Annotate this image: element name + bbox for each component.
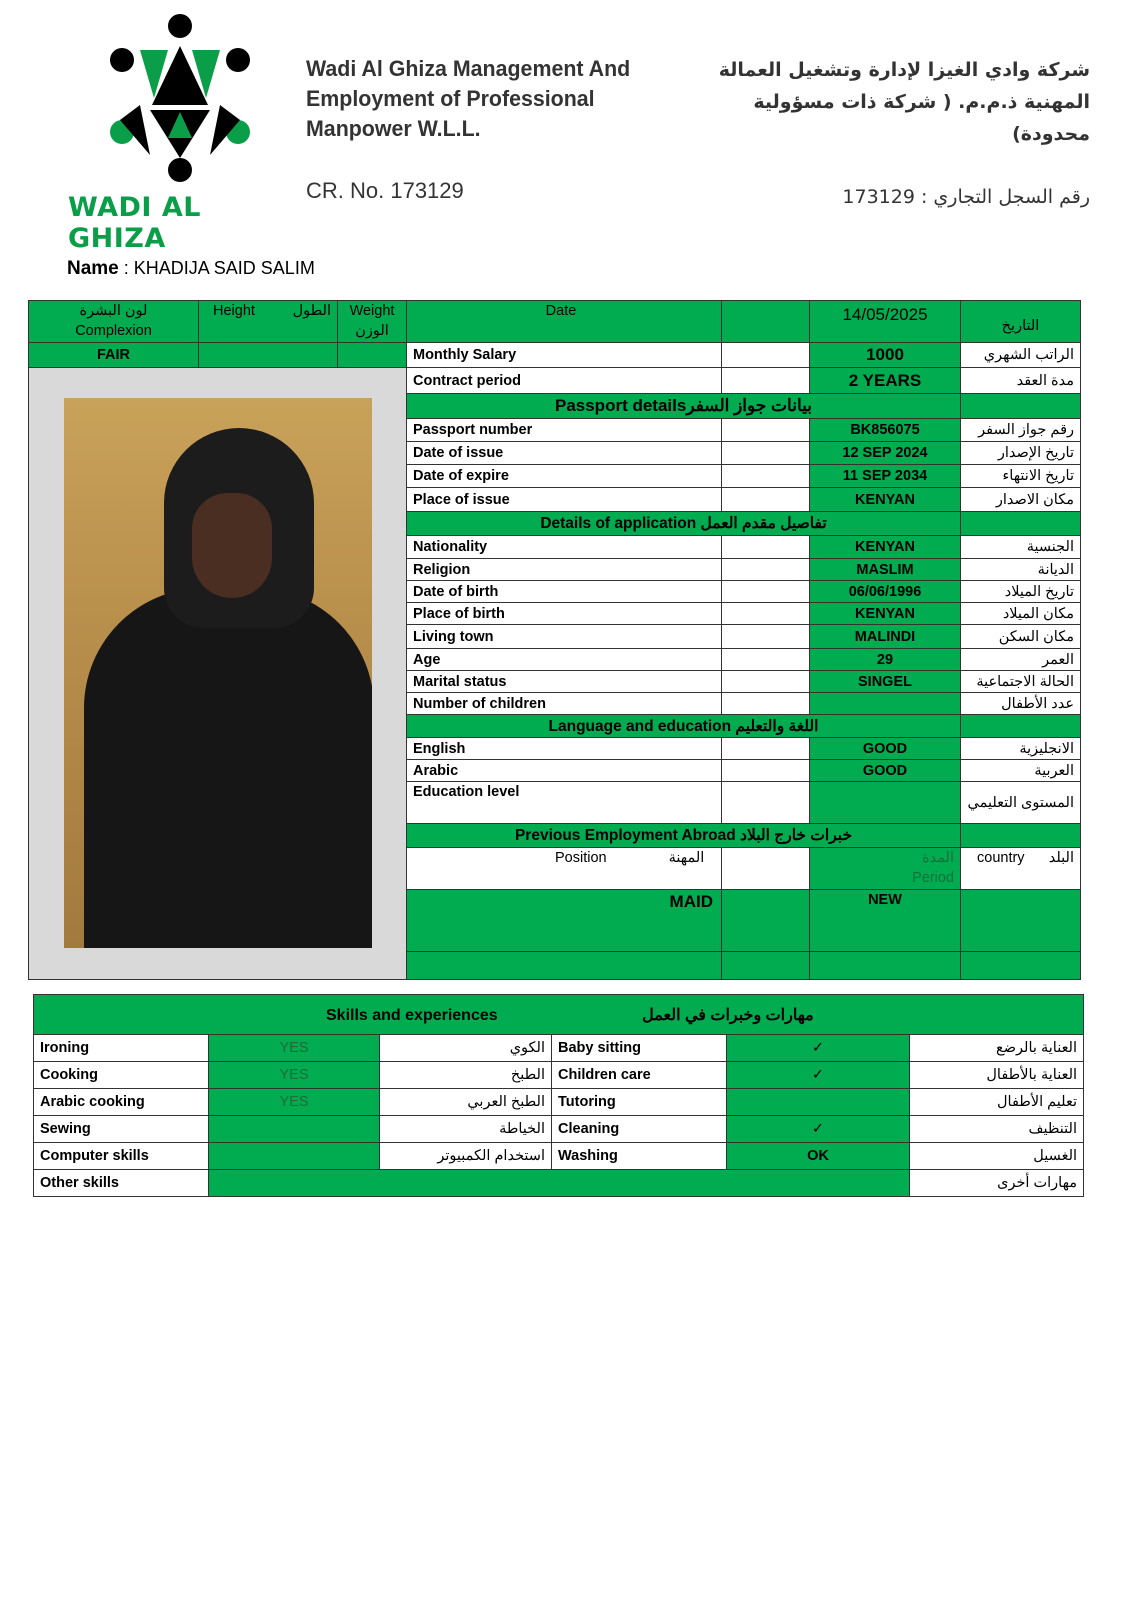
position-label-ar: المهنة [668, 850, 705, 866]
table-cell [961, 394, 1081, 419]
skill-ironing-label: Ironing [34, 1035, 209, 1062]
company-name-ar-line: محدودة) [1012, 123, 1090, 145]
other-skills-value [209, 1170, 910, 1197]
skill-computer-label: Computer skills [34, 1143, 209, 1170]
skill-arabic-cooking-label-ar: الطبخ العربي [380, 1089, 552, 1116]
birth-place-label: Place of birth [407, 603, 722, 625]
skill-cleaning-label: Cleaning [552, 1116, 727, 1143]
skill-cleaning-check-icon: ✓ [727, 1116, 910, 1143]
other-skills-label-ar: مهارات أخرى [910, 1170, 1084, 1197]
table-cell [961, 512, 1081, 536]
application-section-title: Details of application تفاصيل مقدم العمل [407, 512, 961, 536]
table-cell [961, 952, 1081, 980]
living-town-label: Living town [407, 625, 722, 649]
age-label-ar: العمر [961, 649, 1081, 671]
table-cell [722, 649, 810, 671]
table-cell [722, 301, 810, 343]
skills-title [34, 995, 1084, 1035]
marital-status-label: Marital status [407, 671, 722, 693]
weight-value [338, 343, 407, 368]
expire-date-label-ar: تاريخ الانتهاء [961, 465, 1081, 488]
skill-childcare-check-icon: ✓ [727, 1062, 910, 1089]
photo-face [192, 493, 272, 598]
height-header [199, 301, 338, 343]
issue-date-label: Date of issue [407, 442, 722, 465]
skill-arabic-cooking-value: YES [209, 1089, 380, 1116]
skills-table [33, 994, 1084, 1197]
weight-header [338, 301, 407, 343]
table-cell [722, 343, 810, 368]
issue-date-value: 12 SEP 2024 [810, 442, 961, 465]
skills-title-en: Skills and experiences [326, 1006, 498, 1024]
table-cell [961, 824, 1081, 848]
weight-label-en: Weight [349, 303, 395, 319]
date-label [407, 301, 722, 343]
skill-washing-label-ar: الغسيل [910, 1143, 1084, 1170]
skill-tutoring-label: Tutoring [552, 1089, 727, 1116]
religion-value: MASLIM [810, 559, 961, 581]
table-cell [722, 693, 810, 715]
expire-date-label: Date of expire [407, 465, 722, 488]
skill-sewing-label-ar: الخياطة [380, 1116, 552, 1143]
skill-babysitting-check-icon: ✓ [727, 1035, 910, 1062]
company-name-en-line: Employment of Professional [306, 86, 595, 111]
children-value [810, 693, 961, 715]
issue-place-label: Place of issue [407, 488, 722, 512]
skill-childcare-label-ar: العناية بالأطفال [910, 1062, 1084, 1089]
period-label-ar: المدة [921, 850, 954, 866]
table-cell [407, 952, 722, 980]
date-label-ar: التاريخ [961, 301, 1081, 343]
skill-ironing-label-ar: الكوي [380, 1035, 552, 1062]
table-row [34, 1035, 1084, 1062]
skill-arabic-cooking-label: Arabic cooking [34, 1089, 209, 1116]
table-row [29, 368, 1081, 394]
contract-label-ar: مدة العقد [961, 368, 1081, 394]
table-row [34, 1170, 1084, 1197]
country-label-ar: البلد [1048, 850, 1074, 866]
skill-tutoring-label-ar: تعليم الأطفال [910, 1089, 1084, 1116]
employment-section-title: Previous Employment Abroad خبرات خارج البلاد [407, 824, 961, 848]
table-cell [722, 625, 810, 649]
arabic-label-ar: العربية [961, 760, 1081, 782]
living-town-value: MALINDI [810, 625, 961, 649]
table-cell [722, 581, 810, 603]
marital-status-label-ar: الحالة الاجتماعية [961, 671, 1081, 693]
education-label: Education level [407, 782, 722, 824]
issue-date-label-ar: تاريخ الإصدار [961, 442, 1081, 465]
table-row [34, 1116, 1084, 1143]
language-section-title: Language and education اللغة والتعليم [407, 715, 961, 738]
children-label-ar: عدد الأطفال [961, 693, 1081, 715]
skill-tutoring-value [727, 1089, 910, 1116]
nationality-value: KENYAN [810, 536, 961, 559]
skills-title-ar: مهارات وخبرات في العمل [642, 1006, 814, 1024]
issue-place-value: KENYAN [810, 488, 961, 512]
passport-section-title: Passport detailsبيانات جواز السفر [407, 394, 961, 419]
nationality-label: Nationality [407, 536, 722, 559]
issue-place-label-ar: مكان الاصدار [961, 488, 1081, 512]
table-row [34, 995, 1084, 1035]
name-label: Name [67, 258, 119, 279]
country-label-en: country [977, 850, 1025, 866]
table-cell [722, 890, 810, 952]
name-value: : KHADIJA SAID SALIM [118, 258, 315, 278]
table-cell [722, 465, 810, 488]
birth-date-label: Date of birth [407, 581, 722, 603]
birth-date-label-ar: تاريخ الميلاد [961, 581, 1081, 603]
table-cell [722, 442, 810, 465]
other-skills-label: Other skills [34, 1170, 209, 1197]
height-label-en: Height [213, 303, 255, 319]
table-row [29, 343, 1081, 368]
height-label-ar: الطول [292, 303, 331, 319]
marital-status-value: SINGEL [810, 671, 961, 693]
position-label-en: Position [555, 850, 607, 866]
cv-main-table [28, 300, 1081, 980]
complexion-label-ar: لون البشرة [79, 303, 148, 319]
age-value: 29 [810, 649, 961, 671]
table-cell [961, 715, 1081, 738]
birth-place-label-ar: مكان الميلاد [961, 603, 1081, 625]
complexion-header [29, 301, 199, 343]
passport-number-label-ar: رقم جواز السفر [961, 419, 1081, 442]
skill-sewing-label: Sewing [34, 1116, 209, 1143]
date-value: 14/05/2025 [810, 301, 961, 343]
english-value: GOOD [810, 738, 961, 760]
arabic-label: Arabic [407, 760, 722, 782]
complexion-label-en: Complexion [75, 323, 152, 339]
living-town-label-ar: مكان السكن [961, 625, 1081, 649]
table-cell [722, 848, 810, 890]
skill-computer-value [209, 1143, 380, 1170]
english-label: English [407, 738, 722, 760]
company-name-en-line: Wadi Al Ghiza Management And [306, 56, 631, 81]
skill-cooking-label-ar: الطبخ [380, 1062, 552, 1089]
salary-value: 1000 [810, 343, 961, 368]
table-cell [722, 782, 810, 824]
table-cell [810, 952, 961, 980]
arabic-value: GOOD [810, 760, 961, 782]
table-row [34, 1089, 1084, 1116]
nationality-label-ar: الجنسية [961, 536, 1081, 559]
table-row [34, 1143, 1084, 1170]
education-value [810, 782, 961, 824]
salary-label-ar: الراتب الشهري [961, 343, 1081, 368]
company-name-en-line: Manpower W.L.L. [306, 116, 481, 141]
cr-number-en: CR. No. 173129 [306, 178, 464, 203]
period-header [810, 848, 961, 890]
skill-washing-label: Washing [552, 1143, 727, 1170]
table-row [29, 301, 1081, 343]
table-cell [961, 890, 1081, 952]
passport-number-value: BK856075 [810, 419, 961, 442]
company-name-ar-line: شركة وادي الغيزا لإدارة وتشغيل العمالة [718, 59, 1090, 81]
complexion-value: FAIR [29, 343, 199, 368]
table-cell [722, 559, 810, 581]
table-cell [722, 603, 810, 625]
company-name-ar [710, 54, 1090, 150]
period-label-en: Period [912, 870, 954, 886]
photo-figure [84, 588, 372, 948]
height-value [199, 343, 338, 368]
passport-number-label: Passport number [407, 419, 722, 442]
company-name-ar-line: المهنية ذ.م.م. ( شركة ذات مسؤولية [753, 91, 1090, 113]
skill-cooking-value: YES [209, 1062, 380, 1089]
expire-date-value: 11 SEP 2034 [810, 465, 961, 488]
table-cell [722, 671, 810, 693]
logo-emblem-icon [60, 10, 300, 200]
skill-washing-value: OK [727, 1143, 910, 1170]
education-label-ar: المستوى التعليمي [961, 782, 1081, 824]
table-cell [722, 738, 810, 760]
skill-ironing-value: YES [209, 1035, 380, 1062]
birth-date-value: 06/06/1996 [810, 581, 961, 603]
table-cell [722, 368, 810, 394]
skill-cleaning-label-ar: التنظيف [910, 1116, 1084, 1143]
country-header [961, 848, 1081, 890]
table-cell [722, 952, 810, 980]
candidate-photo [64, 398, 372, 948]
age-label: Age [407, 649, 722, 671]
table-cell [722, 419, 810, 442]
date-label-text: Date [545, 303, 577, 319]
period-value: NEW [810, 890, 961, 952]
skill-babysitting-label: Baby sitting [552, 1035, 727, 1062]
position-header [407, 848, 722, 890]
contract-value: 2 YEARS [810, 368, 961, 394]
skill-computer-label-ar: استخدام الكمبيوتر [380, 1143, 552, 1170]
religion-label: Religion [407, 559, 722, 581]
position-value: MAID [407, 890, 722, 952]
candidate-name [67, 258, 315, 280]
skill-babysitting-label-ar: العناية بالرضع [910, 1035, 1084, 1062]
company-name-en [306, 54, 630, 144]
table-cell [722, 536, 810, 559]
contract-label: Contract period [407, 368, 722, 394]
skill-cooking-label: Cooking [34, 1062, 209, 1089]
birth-place-value: KENYAN [810, 603, 961, 625]
logo-wordmark: WADI AL GHIZA [68, 192, 201, 254]
weight-label-ar: الوزن [355, 323, 389, 339]
table-row [34, 1062, 1084, 1089]
english-label-ar: الانجليزية [961, 738, 1081, 760]
table-cell [722, 760, 810, 782]
skill-childcare-label: Children care [552, 1062, 727, 1089]
table-cell [722, 488, 810, 512]
salary-label: Monthly Salary [407, 343, 722, 368]
children-label: Number of children [407, 693, 722, 715]
photo-cell [29, 368, 407, 980]
religion-label-ar: الديانة [961, 559, 1081, 581]
skill-sewing-value [209, 1116, 380, 1143]
cr-number-ar: رقم السجل التجاري : 173129 [842, 186, 1090, 208]
